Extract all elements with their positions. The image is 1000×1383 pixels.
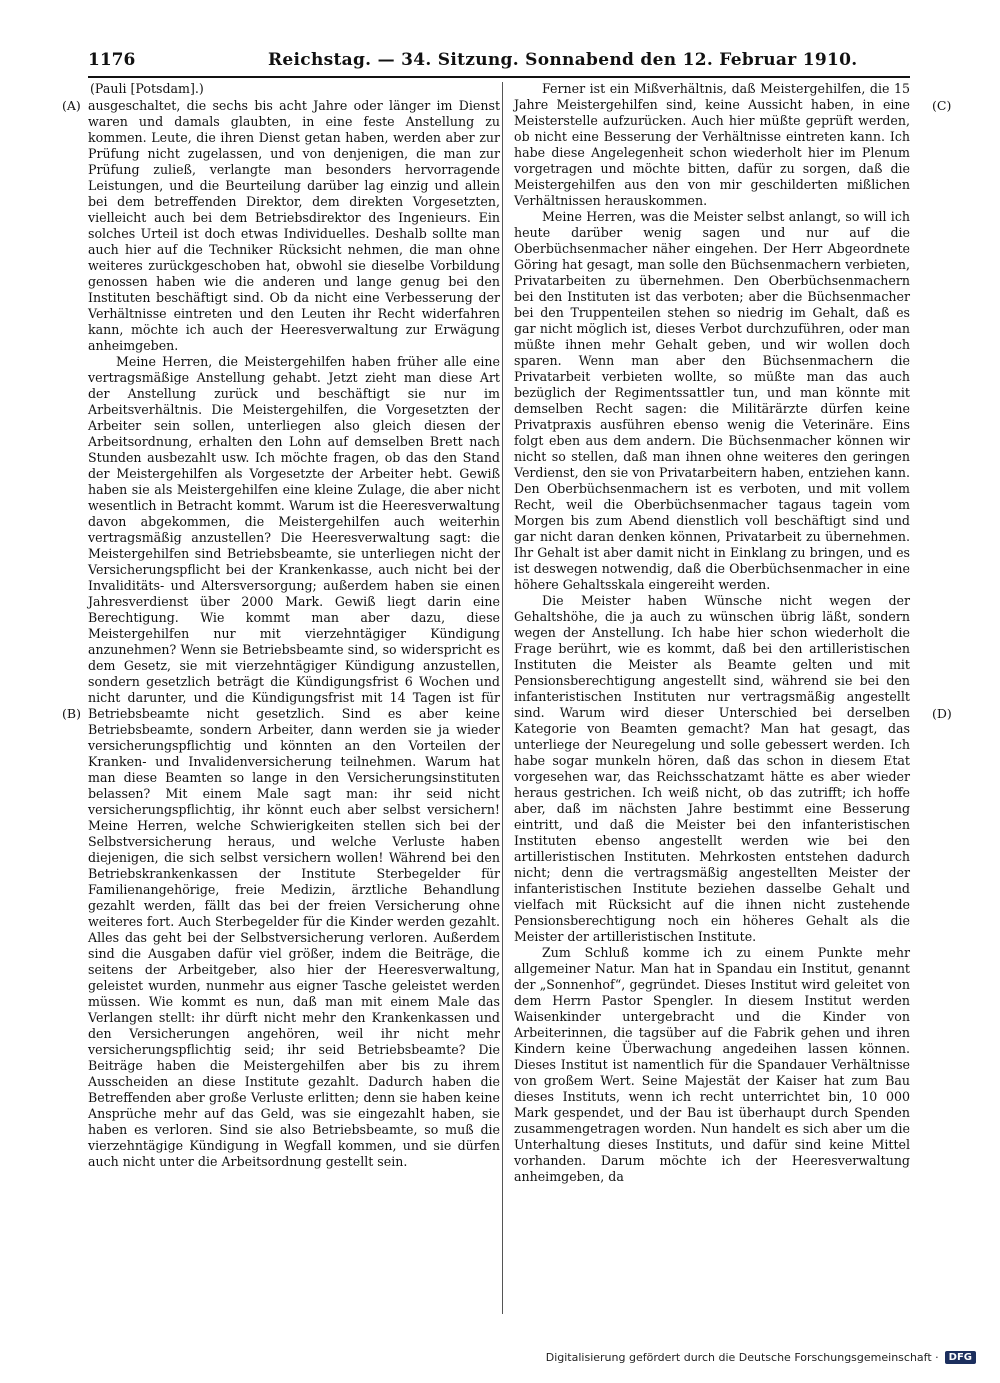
paragraph: Meine Herren, was die Meister selbst anlangt, so will ich heute darüber wenig sagen und nur auf die Oberbüchsenmacher näher eingehen. Der Herr Abgeordnete Göring hat gesagt, man solle den Büchsenmachern verbieten, Privatarbeiten zu übernehmen. Den Oberbüchsenmachern bei den Instituten ist das verboten; aber die Büchsenmacher bei den Truppenteilen stehen so niedrig im Gehalt, daß es gar nicht möglich ist, dieses Verbot durchzuführen, oder man müßte ihnen mehr Gehalt geben, und wir wollen doch sparen. Wenn man aber den Büchsenmachern die Privatarbeit verbieten wollte, so müßte man das auch bezüglich der Regimentssattler tun, und man könnte mit demselben Recht sagen: die Militärärzte dürfen keine Privatpraxis ausführen ebenso wenig die Veterinäre. Eins folgt eben aus dem andern. Die Büchsenmacher können wir nicht so stellen, daß man ihnen ohne weiteres den geringen Verdienst, den sie von Privatarbeitern haben, entziehen kann. Den Oberbüchsenmachern ist es verboten, und mit vollem Recht, weil die Oberbüchsenmacher tagaus tagein vom Morgen bis zum Abend dienstlich voll beschäftigt sind und gar nicht daran denken können, Privatarbeit zu übernehmen. Ihr Gehalt ist aber damit nicht in Einklang zu bringen, und es ist deswegen notwendig, daß die Oberbüchsenmacher in eine höhere Gehaltsskala eingereiht werden. [514,209,910,592]
margin-marker-d: (D) [932,706,952,721]
paragraph: Die Meister haben Wünsche nicht wegen der Gehaltshöhe, die ja auch zu wünschen übrig läßt, sondern wegen der Anstellung. Ich habe hier schon wiederholt die Frage berührt, wie es kommt, daß bei den artilleristischen Instituten die Meister als Beamte gelten und mit Pensionsberechtigung angestellt sind, während sie bei den infanteristischen Instituten nur vertragsmäßig angestellt sind. Warum wird dieser Unterschied bei derselben Kategorie von Beamten gemacht? Man hat gesagt, das unterliege der Neuregelung und solle gebessert werden. Ich habe sogar munkeln hören, daß das schon in diesem Etat vorgesehen war, das Reichsschatzamt hätte es aber wieder heraus gestrichen. Ich weiß nicht, ob das zutrifft; ich hoffe aber, daß im nächsten Jahre bestimmt eine Besserung eintritt, und daß die Meister bei den infanteristischen Instituten ebenso angestellt werden wie bei den artilleristischen Instituten. Mehrkosten entstehen dadurch nicht; denn die vertragsmäßig angestellten Meister der infanteristischen Institute beziehen dasselbe Gehalt und vielfach mit Rücksicht auf die ihnen nicht zustehende Pensionsberechtigung noch ein höheres Gehalt als die Meister der artilleristischen Institute. [514,593,910,944]
left-column [88,81,500,1170]
margin-marker-a: (A) [62,98,81,113]
margin-marker-b: (B) [62,706,81,721]
footer-credit: Digitalisierung gefördert durch die Deutsche Forschungsgemeinschaft · [545,1351,939,1364]
paragraph: Meine Herren, die Meistergehilfen haben früher alle eine vertragsmäßige Anstellung gehabt. Jetzt zieht man diese Art der Anstellung zurück und beschäftigt sie nur im Arbeitsverhältnis. Die Meistergehilfen, die Vorgesetzten der Arbeiter sein sollen, unterliegen also gleich diesen der Arbeitsordnung, erhalten den Lohn auf demselben Brett nach Stunden ausbezahlt usw. Ich möchte fragen, ob das den Stand der Meistergehilfen als Vorgesetzte der Arbeiter hebt. Gewiß haben sie als Meistergehilfen eine kleine Zulage, die aber nicht wesentlich in Betracht kommt. Warum ist die Heeresverwaltung davon abgekommen, die Meistergehilfen auch weiterhin vertragsmäßig anzustellen? Die Heeresverwaltung sagt: die Meistergehilfen sind Betriebsbeamte, sie unterliegen nicht der Versicherungspflicht bei der Krankenkasse, auch nicht bei der Invaliditäts- und Altersversorgung; außerdem haben sie einen Jahresverdienst über 2000 Mark. Gewiß liegt darin eine Berechtigung. Wie kommt man aber dazu, diese Meistergehilfen nur mit vierzehntägiger Kündigung anzunehmen? Wenn sie Betriebsbeamte sind, so widerspricht es dem Gesetz, sie mit vierzehntägiger Kündigung anzustellen, sondern gesetzlich beträgt die Kündigungsfrist 6 Wochen und nicht darunter, und die Kündigungsfrist mit 14 Tagen ist für Betriebsbeamte nicht gesetzlich. Sind es aber keine Betriebsbeamte, sondern Arbeiter, dann werden sie ja wieder versicherungspflichtig und könnten an den Vorteilen der Kranken- und Invalidenversicherung teilnehmen. Warum hat man diese Beamten so lange in den Versicherungsinstituten belassen? Mit einem Male sagt man: ihr seid nicht versicherungspflichtig, ihr könnt euch aber selbst versichern! Meine Herren, welche Schwierigkeiten stellen sich bei der Selbstversicherung heraus, und welche Verluste haben diejenigen, die sich selbst versichern wollen! Während bei den Betriebskrankenkassen der Institute Sterbegelder für Familienangehörige, freie Medizin, ärztliche Behandlung gezahlt werden, fällt das bei der freien Versicherung ohne weiteres fort. Auch Sterbegelder für die Kinder werden gezahlt. Alles das geht bei der Selbstversicherung verloren. Außerdem sind die Ausgaben dafür viel größer, indem die Beiträge, die seitens der Arbeitgeber, also hier der Heeresverwaltung, geleistet wurden, nunmehr aus eigner Tasche geleistet werden müssen. Wie kommt es nun, daß man mit einem Male das Verlangen stellt: ihr dürft nicht mehr den Krankenkassen und den Versicherungen angehören, weil ihr nicht mehr versicherungspflichtig seid; ihr seid Betriebsbeamte? Die Beiträge haben die Meistergehilfen aber bis zu ihrem Ausscheiden an diese Institute gezahlt. Dadurch haben die Betreffenden aber große Verluste erlitten; denn sie haben keine Ansprüche mehr auf das Geld, was sie eingezahlt haben, sie haben es verloren. Sind sie also Betriebsbeamte, so muß die vierzehntägige Kündigung in Wegfall kommen, und sie dürfen auch nicht unter die Arbeitsordnung gestellt sein. [88,354,500,1169]
margin-marker-c: (C) [932,98,952,113]
right-column [514,81,910,1185]
column-divider [502,82,503,1314]
page-number: 1176 [88,50,136,70]
header-rule [88,76,910,78]
digitization-footer [546,1351,976,1364]
dfg-logo-icon: DFG [945,1351,976,1364]
running-head: Reichstag. — 34. Sitzung. Sonnabend den 12. Februar 1910. [268,50,858,70]
paragraph: Zum Schluß komme ich zu einem Punkte mehr allgemeiner Natur. Man hat in Spandau ein Institut, genannt der „Sonnenhof“, gegründet. Dieses Institut wird geleitet von dem Herrn Pastor Spengler. In diesem Institut werden Waisenkinder untergebracht und die Kinder von Arbeiterinnen, die tagsüber auf die Fabrik gehen und ihren Kindern keine Überwachung angedeihen lassen können. Dieses Institut ist namentlich für die Spandauer Verhältnisse von großem Wert. Seine Majestät der Kaiser hat zum Bau dieses Instituts, wenn ich recht unterrichtet bin, 10 000 Mark gespendet, und der Bau ist überhaupt durch Spenden zusammengetragen worden. Nun handelt es sich aber um die Unterhaltung dieses Instituts, und dafür sind keine Mittel vorhanden. Darum möchte ich der Heeresverwaltung anheimgeben, da [514,945,910,1184]
paragraph: Ferner ist ein Mißverhältnis, daß Meistergehilfen, die 15 Jahre Meistergehilfen sind, keine Aussicht haben, in eine Meisterstelle aufzurücken. Auch hier müßte geprüft werden, ob nicht eine Besserung der Verhältnisse eintreten kann. Ich habe diese Angelegenheit schon wiederholt hier im Plenum vorgetragen und möchte bitten, dafür zu sorgen, daß die Meistergehilfen aus den von mir geschilderten mißlichen Verhältnissen herauskommen. [514,81,910,208]
paragraph: ausgeschaltet, die sechs bis acht Jahre oder länger im Dienst waren und damals glaubten, in eine feste Anstellung zu kommen. Leute, die ihren Dienst getan haben, werden aber zur Prüfung nicht zugelassen, und von denjenigen, die man zur Prüfung zuließ, verlangte man besonders hervorragende Leistungen, und die Beurteilung darüber lag einzig und allein bei dem betreffenden Direktor, dem direkten Vorgesetzten, vielleicht auch bei dem Betriebsdirektor des Ingenieurs. Ein solches Urteil ist doch etwas Individuelles. Deshalb sollte man auch hier auf die Techniker Rücksicht nehmen, die man ohne weiteres zurückgeschoben hat, obwohl sie dieselbe Vorbildung genossen haben wie die anderen und lange genug bei den Instituten beschäftigt sind. Ob da nicht eine Verbesserung der Verhältnisse eintreten und den Leuten ihr Recht widerfahren kann, möchte ich auch der Heeresverwaltung zur Erwägung anheimgeben. [88,98,500,353]
speaker-label: (Pauli [Potsdam].) [90,81,204,96]
page-header [88,50,910,74]
